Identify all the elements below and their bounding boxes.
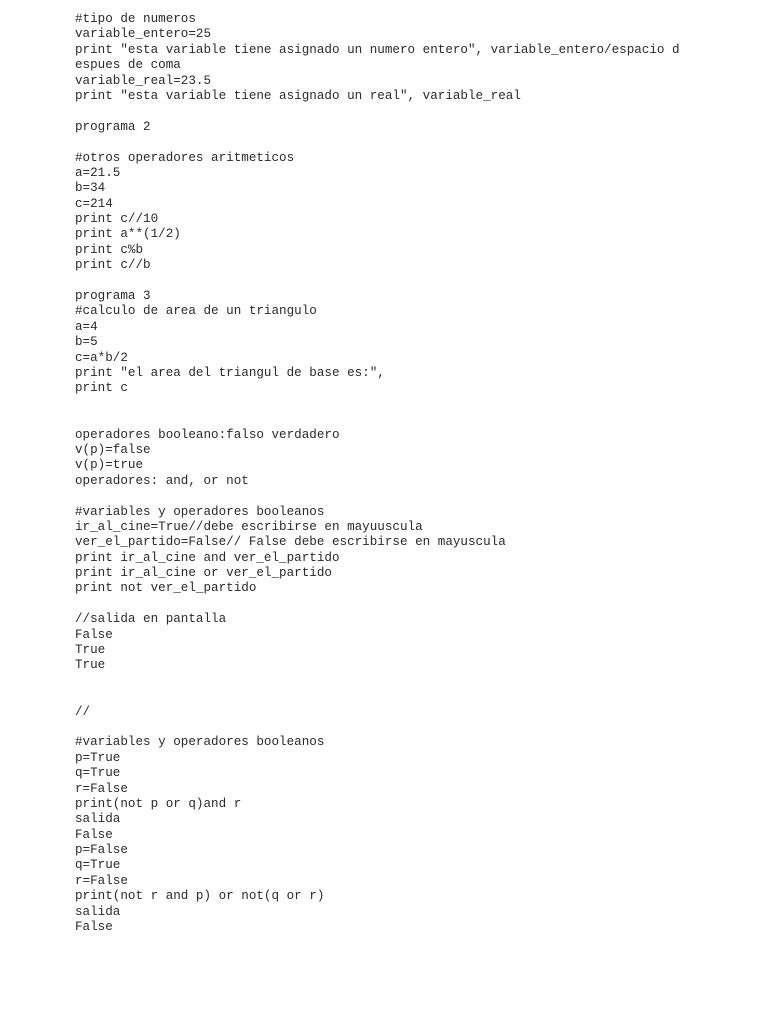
code-line: print c//10 [75,212,159,227]
code-line: b=34 [75,181,106,196]
code-line: variable_real=23.5 [75,73,212,88]
code-line: #variables y operadores booleanos [75,504,325,519]
blank-line [75,720,755,735]
code-line: operadores booleano:falso verdadero [75,427,340,442]
code-line: c=a*b/2 [75,350,128,365]
code-line: print a**(1/2) [75,227,181,242]
blank-line [75,397,755,412]
blank-line [75,412,755,427]
code-line: //salida en pantalla [75,612,227,627]
code-line: print "esta variable tiene asignado un numero entero", variable_entero/espacio d [75,42,680,57]
code-line: print(not p or q)and r [75,796,242,811]
code-line: programa 2 [75,119,151,134]
code-line: print(not r and p) or not(q or r) [75,889,325,904]
blank-line [75,135,755,150]
code-line: r=False [75,873,128,888]
blank-line [75,104,755,119]
code-line: p=True [75,750,121,765]
code-line: False [75,827,113,842]
code-line: #tipo de numeros [75,12,196,26]
code-line: b=5 [75,335,98,350]
code-line: print ir_al_cine or ver_el_partido [75,566,332,581]
code-line: v(p)=false [75,442,151,457]
blank-line [75,274,755,289]
code-line: #variables y operadores booleanos [75,735,325,750]
code-line: #otros operadores aritmeticos [75,150,295,165]
code-line: variable_entero=25 [75,27,212,42]
code-line: print ir_al_cine and ver_el_partido [75,550,340,565]
code-line: False [75,627,113,642]
code-line: ir_al_cine=True//debe escribirse en mayuuscula [75,519,423,534]
code-line: print c%b [75,242,144,257]
code-line: salida [75,904,121,919]
code-line: True [75,658,106,673]
code-line: c=214 [75,196,113,211]
code-line: print c//b [75,258,151,273]
code-line: p=False [75,843,128,858]
code-line: #calculo de area de un triangulo [75,304,317,319]
code-line: ver_el_partido=False// False debe escribirse en mayuscula [75,535,506,550]
code-line: print "esta variable tiene asignado un real", variable_real [75,88,521,103]
code-line: r=False [75,781,128,796]
code-line: print not ver_el_partido [75,581,257,596]
code-line: operadores: and, or not [75,473,249,488]
code-line: programa 3 [75,289,151,304]
code-line: True [75,643,106,658]
blank-line [75,674,755,689]
code-line: q=True [75,766,121,781]
code-line: q=True [75,858,121,873]
code-line: a=4 [75,319,98,334]
code-line: // [75,704,91,719]
code-line: salida [75,812,121,827]
document-body [75,12,755,935]
blank-line [75,489,755,504]
code-line: espues de coma [75,58,181,73]
blank-line [75,689,755,704]
code-line: v(p)=true [75,458,144,473]
code-line: print "el area del triangul de base es:", [75,365,385,380]
code-line: a=21.5 [75,165,121,180]
code-line: False [75,920,113,935]
code-line: print c [75,381,128,396]
blank-line [75,597,755,612]
